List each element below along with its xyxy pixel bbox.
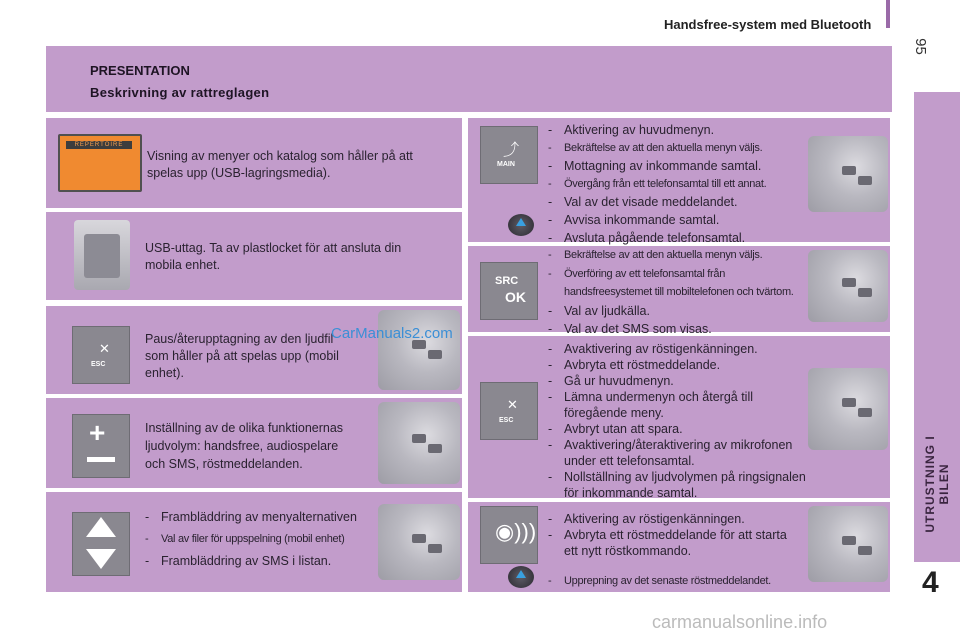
ok-label: OK: [505, 289, 526, 305]
list-item: - Upprepning av det senaste röstmeddelandet.: [546, 573, 800, 589]
list-item: - Val av ljudkälla.: [546, 303, 808, 319]
left-p4-text-2: ljudvolym: handsfree, audiospelare: [145, 439, 339, 453]
mute-icon: ✕: [99, 341, 110, 356]
display-screen-label: REPERTOIRE: [66, 141, 132, 149]
plus-icon: +: [89, 417, 106, 448]
steering-wheel-image: [808, 368, 888, 450]
list-item: - Överföring av ett telefonsamtal från handsfreesystemet till mobiltelefonen och tvärtom.: [546, 265, 808, 301]
src-label: SRC: [495, 275, 519, 287]
steering-wheel-image: [378, 504, 460, 580]
intro-title: PRESENTATION: [90, 63, 190, 78]
right-p2-list: [546, 247, 808, 337]
display-screen-icon: [58, 134, 142, 192]
list-item: - Aktivering av röstigenkänningen.: [546, 511, 800, 527]
left-p3-text-3: enhet).: [145, 366, 184, 380]
left-p2-text-2: mobila enhet.: [145, 258, 221, 272]
esc-label: ESC: [499, 417, 514, 424]
steering-wheel-image: [808, 250, 888, 322]
right-p4-list: [546, 511, 800, 589]
list-item: - Avbryta ett röstmeddelande för att starta ett nytt röstkommando.: [546, 527, 800, 559]
arrow-down-icon: [86, 549, 116, 569]
list-item: - Övergång från ett telefonsamtal till ett annat.: [546, 176, 808, 192]
list-item: - Frambläddring av SMS i listan.: [143, 553, 375, 569]
src-ok-button-icon: [480, 262, 538, 320]
list-item: - Nollställning av ljudvolymen på ringsignalen för inkommande samtal.: [546, 469, 808, 501]
esc-button-icon: [72, 326, 130, 384]
main-label: MAIN: [497, 161, 515, 168]
esc-button-icon: [480, 382, 538, 440]
list-item: - Avaktivering av röstigenkänningen.: [546, 341, 808, 357]
usb-port-icon: [74, 220, 130, 290]
header-title: Handsfree-system med Bluetooth: [664, 17, 872, 32]
steering-wheel-image: [378, 310, 460, 390]
voice-wave-icon: ◉))): [495, 519, 537, 544]
footer-watermark: carmanualsonline.info: [652, 612, 828, 632]
intro-box: [46, 46, 892, 112]
header-divider: [886, 0, 890, 28]
left-p4-text-3: och SMS, röstmeddelanden.: [145, 457, 303, 471]
list-item: - Val av filer för uppspelning (mobil enhet): [143, 531, 375, 547]
left-p3-text-1: Paus/återupptagning av den ljudfil: [145, 332, 334, 346]
left-p3-text-2: som håller på att spelas upp (mobil: [145, 349, 339, 363]
list-item: - Avaktivering/återaktivering av mikrofonen under ett telefonsamtal.: [546, 437, 808, 469]
list-item: - Lämna undermenyn och återgå till föregående meny.: [546, 389, 808, 421]
arrow-up-badge-icon: [508, 214, 534, 236]
mute-icon: ✕: [507, 397, 518, 412]
watermark: CarManuals2.com: [331, 325, 453, 342]
steering-wheel-image: [808, 136, 888, 212]
list-item: - Val av det visade meddelandet.: [546, 194, 808, 210]
list-item: - Avvisa inkommande samtal.: [546, 212, 808, 228]
list-item: - Mottagning av inkommande samtal.: [546, 158, 808, 174]
volume-buttons-icon: [72, 414, 130, 478]
steering-wheel-image: [808, 506, 888, 582]
left-p2-text-1: USB-uttag. Ta av plastlocket för att ansluta din: [145, 241, 402, 255]
intro-subtitle: Beskrivning av rattreglagen: [90, 85, 270, 100]
list-item: - Aktivering av huvudmenyn.: [546, 122, 808, 138]
minus-icon: [87, 457, 115, 462]
list-item: - Avbryt utan att spara.: [546, 421, 808, 437]
right-p3-list: [546, 341, 808, 501]
main-button-icon: [480, 126, 538, 184]
phone-icon: ⤴: [503, 142, 520, 159]
esc-label: ESC: [91, 361, 106, 368]
list-item: - Bekräftelse av att den aktuella menyn väljs.: [546, 247, 808, 263]
arrow-up-icon: [86, 517, 116, 537]
left-p1-text-2: spelas upp (USB-lagringsmedia).: [147, 166, 331, 180]
list-item: - Frambläddring av menyalternativen: [143, 509, 375, 525]
usb-socket: [84, 234, 120, 278]
section-label: UTRUSTNING I BILEN: [923, 435, 951, 533]
arrow-up-badge-icon: [508, 566, 534, 588]
list-item: - Val av det SMS som visas.: [546, 321, 808, 337]
steering-wheel-image: [378, 402, 460, 484]
left-p5-list: [143, 509, 375, 569]
voice-button-icon: [480, 506, 538, 564]
right-p1-list: [546, 122, 808, 246]
list-item: - Avbryta ett röstmeddelande.: [546, 357, 808, 373]
list-item: - Gå ur huvudmenyn.: [546, 373, 808, 389]
chapter-number: 4: [922, 566, 939, 599]
page-number: 95: [911, 38, 929, 55]
arrow-buttons-icon: [72, 512, 130, 576]
left-p1-text-1: Visning av menyer och katalog som håller på att: [147, 149, 413, 163]
list-item: - Avsluta pågående telefonsamtal.: [546, 230, 808, 246]
left-p4-text-1: Inställning av de olika funktionernas: [145, 421, 344, 435]
list-item: - Bekräftelse av att den aktuella menyn väljs.: [546, 140, 808, 156]
